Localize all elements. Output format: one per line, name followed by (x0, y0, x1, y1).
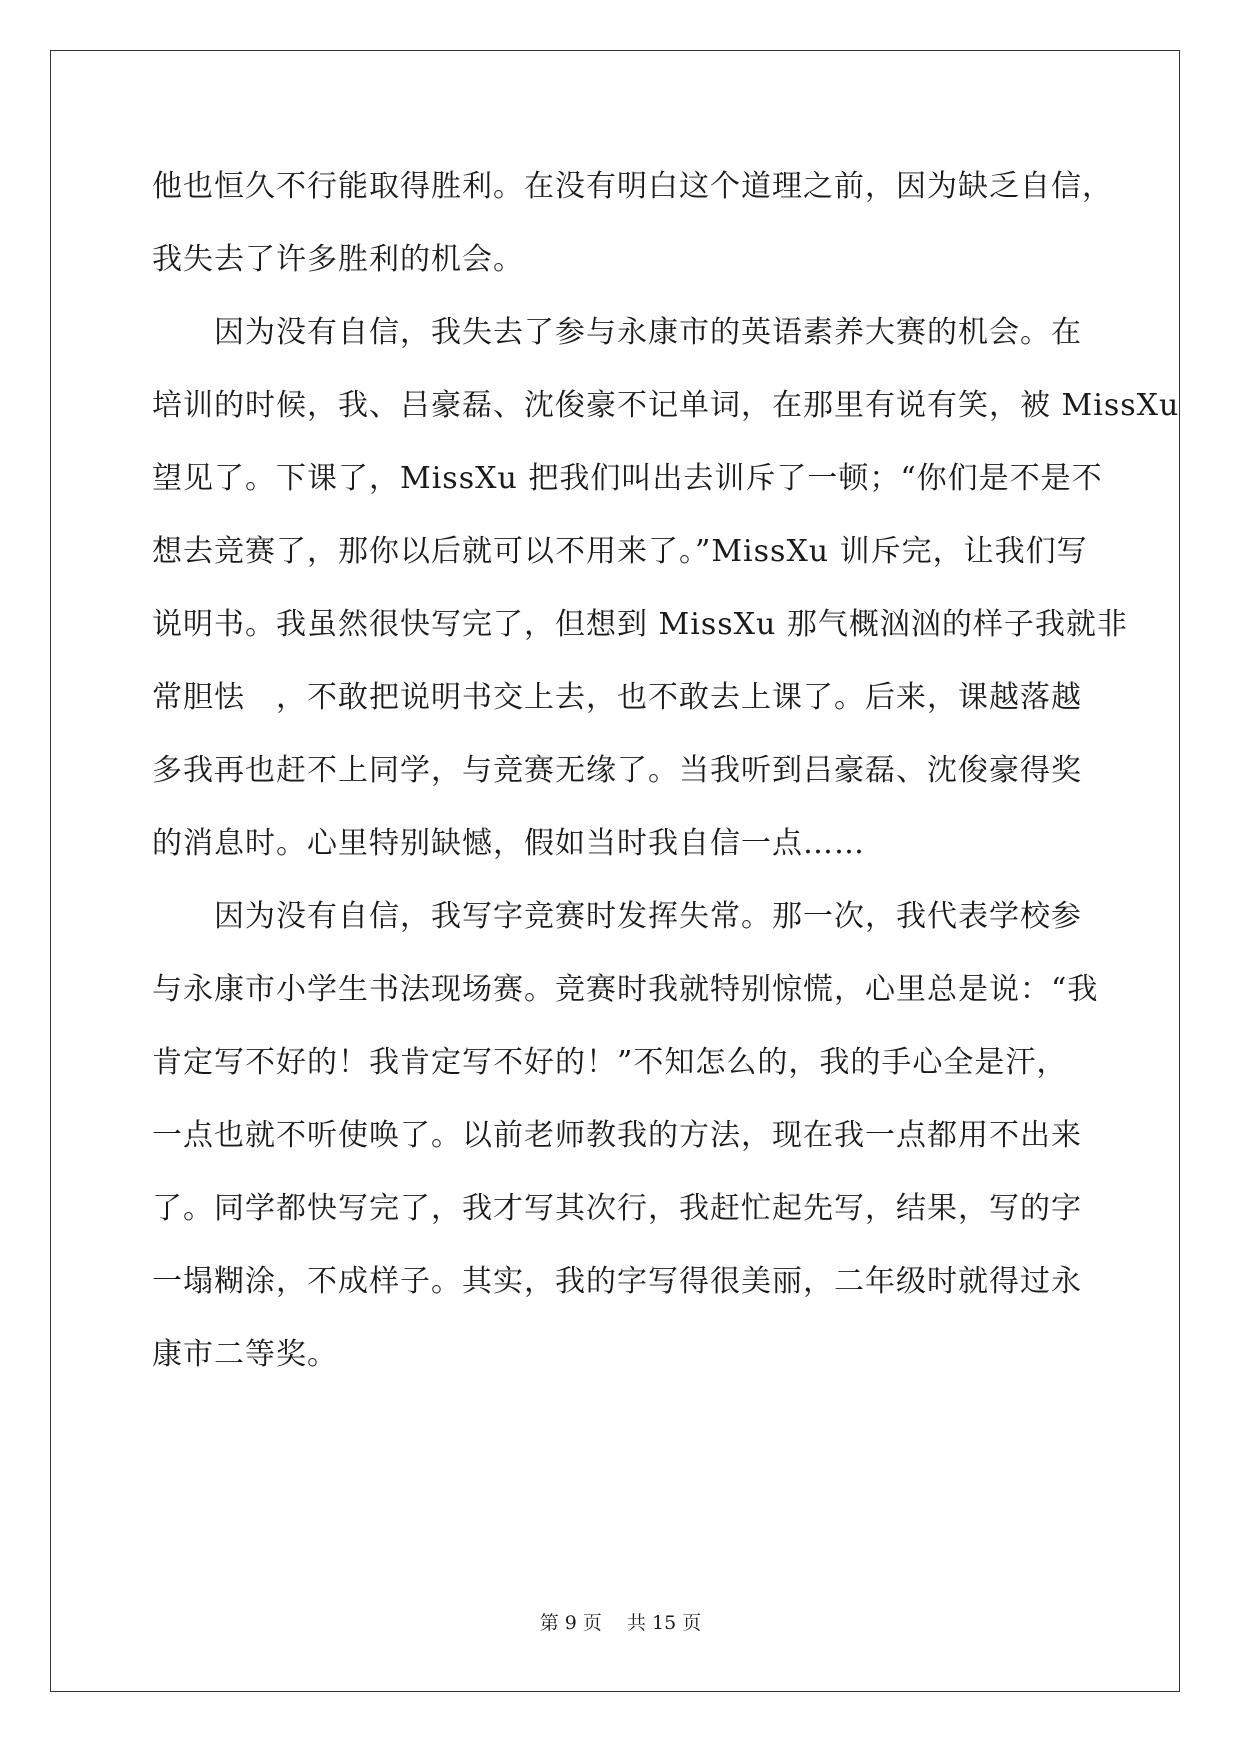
text-line: 他也恒久不行能取得胜利。在没有明白这个道理之前，因为缺乏自信， (152, 169, 1113, 204)
page-number-footer: 第 9 页 共 15 页 (539, 1612, 702, 1634)
text-line: 与永康市小学生书法现场赛。竞赛时我就特别惊慌，心里总是说：“我 (152, 972, 1099, 1007)
text-line: 多我再也赶不上同学，与竞赛无缘了。当我听到吕豪磊、沈俊豪得奖 (152, 753, 1082, 788)
text-line: 肯定写不好的！我肯定写不好的！”不知怎么的，我的手心全是汗， (152, 1045, 1068, 1080)
page-border (50, 50, 1180, 1692)
text-line: 说明书。我虽然很快写完了，但想到 MissXu 那气概汹汹的样子我就非 (152, 607, 1128, 642)
text-line: 康市二等奖。 (152, 1337, 338, 1372)
text-line: 了。同学都快写完了，我才写其次行，我赶忙起先写，结果，写的字 (152, 1191, 1082, 1226)
text-line: 想去竞赛了，那你以后就可以不用来了。”MissXu 训斥完，让我们写 (152, 534, 1088, 569)
text-line: 一塌糊涂，不成样子。其实，我的字写得很美丽，二年级时就得过永 (152, 1264, 1082, 1299)
text-line: 常胆怯 ，不敢把说明书交上去，也不敢去上课了。后来，课越落越 (152, 680, 1082, 715)
text-line: 一点也就不听使唤了。以前老师教我的方法，现在我一点都用不出来 (152, 1118, 1082, 1153)
text-line: 因为没有自信，我失去了参与永康市的英语素养大赛的机会。在 (214, 315, 1082, 350)
text-line: 的消息时。心里特别缺憾，假如当时我自信一点…… (152, 826, 865, 861)
text-line: 因为没有自信，我写字竞赛时发挥失常。那一次，我代表学校参 (214, 899, 1082, 934)
text-line: 培训的时候，我、吕豪磊、沈俊豪不记单词，在那里有说有笑，被 MissXu (152, 388, 1180, 423)
text-line: 望见了。下课了，MissXu 把我们叫出去训斥了一顿；“你们是不是不 (152, 461, 1103, 496)
text-line: 我失去了许多胜利的机会。 (152, 242, 524, 277)
